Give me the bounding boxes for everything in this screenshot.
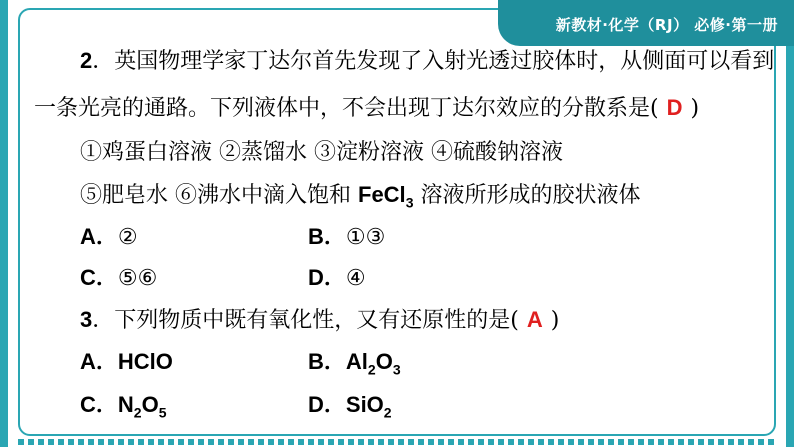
left-rail: [0, 0, 8, 447]
q2-option-a: [80, 222, 138, 253]
q2-items-text2: ⑤肥皂水 ⑥沸水中滴入饱和: [80, 183, 358, 208]
option-formula: $Al_2O_3$: [345, 349, 401, 378]
option-text: ⑤⑥: [117, 266, 158, 291]
option-text: HClO: [117, 349, 173, 374]
right-rail: [786, 0, 794, 447]
option-label: A．: [80, 349, 118, 374]
q3-option-c: [80, 390, 167, 427]
option-formula: $N_2O_5$: [117, 392, 167, 421]
bottom-strip: [18, 439, 776, 445]
option-label: A．: [80, 224, 118, 249]
q3-option-d: [308, 390, 392, 427]
header-banner: [498, 0, 794, 46]
option-label: B．: [308, 224, 346, 249]
q3-option-b: [308, 347, 401, 384]
q2-items-line1: [80, 138, 563, 168]
option-label: C．: [80, 392, 118, 417]
q2-stem-line2: 一条光亮的通路。下列液体中，不会出现丁达尔效应的分散系是(: [34, 96, 659, 121]
option-text: ④: [345, 266, 366, 291]
option-formula: SiO$_2$: [345, 392, 392, 421]
q2-answer: D: [666, 95, 683, 120]
q2-option-d: [308, 263, 366, 294]
fecl-formula: FeCl$_3$: [358, 182, 414, 211]
q3-option-a: [80, 347, 173, 377]
q3-stem-line: [80, 305, 559, 336]
q2-items-text1: ①鸡蛋白溶液 ②蒸馏水 ③淀粉溶液 ④硫酸钠溶液: [80, 140, 563, 165]
q3-answer: A: [526, 307, 543, 332]
q2-line2: [34, 93, 699, 124]
q2-close-paren: ): [690, 96, 700, 121]
option-label: C．: [80, 265, 118, 290]
option-text: ①③: [345, 225, 386, 250]
banner-title: 新教材·化学（RJ） 必修·第一册: [555, 16, 778, 34]
option-label: D．: [308, 392, 346, 417]
q2-option-c: [80, 263, 157, 294]
q2-option-b: [308, 222, 385, 253]
q2-line1: [80, 46, 774, 77]
q3-number: 3: [80, 307, 93, 332]
q2-stem-line1: ．英国物理学家丁达尔首先发现了入射光透过胶体时，从侧面可以看到: [92, 49, 775, 74]
option-text: ②: [117, 225, 138, 250]
q2-number: 2: [80, 48, 93, 73]
q3-close-paren: ): [550, 308, 560, 333]
q2-items-text3: 溶液所形成的胶状液体: [413, 183, 641, 208]
option-label: D．: [308, 265, 346, 290]
q2-items-line2: [80, 180, 640, 217]
option-label: B．: [308, 349, 346, 374]
q3-stem: ．下列物质中既有氧化性，又有还原性的是(: [92, 308, 519, 333]
